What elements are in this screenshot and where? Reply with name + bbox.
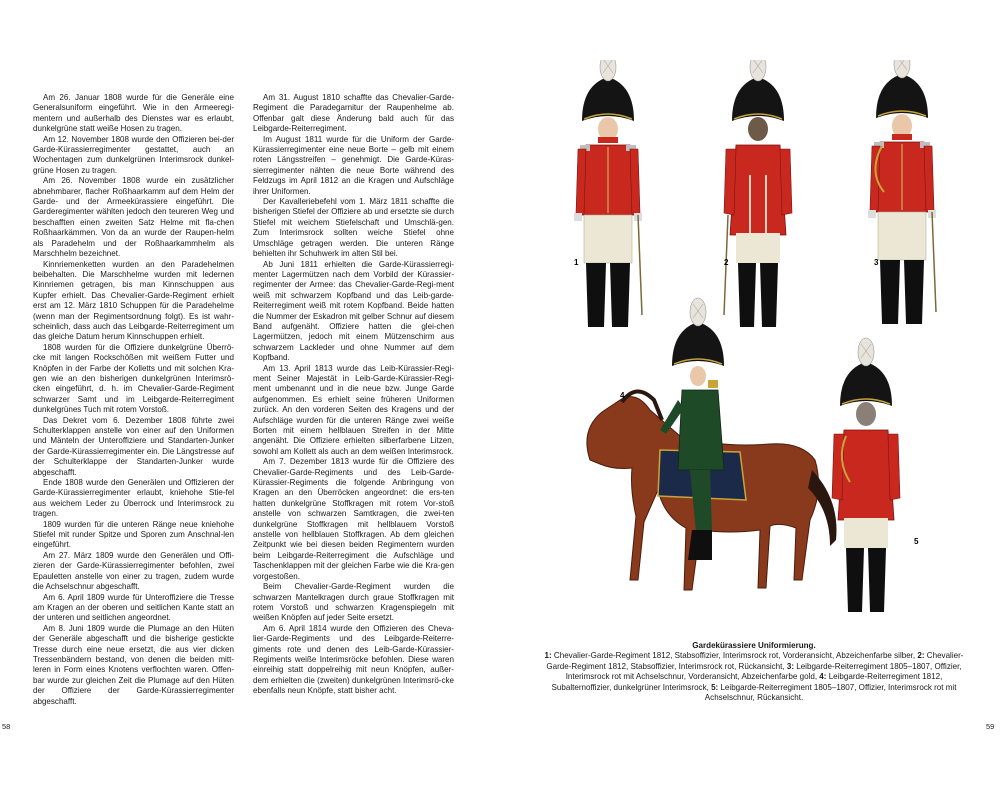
caption-entry-number: 1: (544, 651, 552, 661)
caption-entry-text: Chevalier-Garde-Regiment 1812, Stabsoffizier, Interimsrock rot, Rückansicht, (546, 651, 964, 671)
caption-entry-text: Leibgarde-Reiterregiment 1812, Subalternoffizier, dunkelgrüner Interimsrock, (551, 672, 943, 692)
paragraph: Am 26. Januar 1808 wurde für die Generäle eine Generalsuniform eingeführt. Wie in den Armeeregi-mentern und außerhalb des Dienstes war es erlaubt, dunkelgrüne statt weiße Hosen zu tragen. (33, 93, 234, 134)
paragraph: 1808 wurden für die Offiziere dunkelgrüne Überrö-cke mit langen Rockschößen mit weißem Futter und Knöpfen in der Farbe der Kolletts und mit solchen Kra-gen wie an den bisherigen dunkelgrünen Interimsrö-cken eingeführt, d. h. im Chevalier-Garde-Regiment schwarzer Samt und im Leibgarde-Reiterregiment dunkelgrünes Tuch mit rotem Vorstoß. (33, 342, 234, 415)
paragraph: Am 7. Dezember 1813 wurde für die Offiziere des Chevalier-Garde-Regiments und des Leib-Garde-Kürassier-Regiments die folgende Anbringung von Kragen an den Überröcken angeordnet: die ers-ten hatten dunkelgrüne Stoffkragen mit rotem Vor-stoß anstelle von schwarzen Samtkragen, die zwei-ten dunkelgrüne Stoffkragen mit hellblauem Vorstoß anstelle von hellblauen Stoffkragen. Ab dem gleichen Zeitpunkt wie bei diesen beiden Regimentern wurden beim Leibgarde-Reiterregiment die Aufschläge und Taschenklappen mit der gleichen Farbe wie die Kra-gen vorgestoßen. (253, 457, 454, 581)
right-text-column (253, 93, 454, 697)
cuirassier-officer-front-figure (574, 60, 642, 327)
paragraph: Am 27. März 1809 wurde den Generälen und Offi-zieren der Garde-Kürassierregimenter befohlen, zwei Epauletten anstelle von einer zu tragen, zudem wurde die Achselschnur abgeschafft. (33, 550, 234, 592)
caption-body (545, 651, 964, 702)
cuirassier-officer-rear-figure (832, 338, 900, 612)
figure-label-3: 3 (874, 258, 879, 267)
uniform-plate-illustration (540, 60, 960, 635)
paragraph: Ende 1808 wurde den Generälen und Offizieren der Garde-Kürassierregimenter erlaubt, kniehohe Stie-fel aus weichem Leder zu Überrock und Interimsrock zu tragen. (33, 478, 234, 519)
paragraph: Am 13. April 1813 wurde das Leib-Kürassier-Regi-ment Seiner Majestät in Leib-Garde-Kürassier-Regi-ment umbenannt und in die neue bzw. Junge Garde aufgenommen. Es erhielt seine früheren Uniformen zurück. An den vorderen Seiten des Kragens und der Aufschläge wurden für die unteren Ränge zwei weiße Borten mit einem hellblauen Streifen in der Mitte angenäht. Die Offiziere erhielten silberfarbene Litzen, sowohl am Kollett als auch an dem weißen Interimsrock. (253, 363, 454, 456)
paragraph: 1809 wurden für die unteren Ränge neue kniehohe Stiefel mit runder Spitze und Sporen zum Anschnal-len eingeführt. (33, 519, 234, 550)
plate-caption (540, 641, 968, 703)
caption-entry-text: Chevalier-Garde-Regiment 1812, Stabsoffizier, Interimsrock rot, Vorderansicht, Abzeichenfarbe silber, (551, 651, 918, 661)
paragraph: Am 31. August 1810 schaffte das Chevalier-Garde-Regiment die Paradegarnitur der Raupenhelme ab. Offenbar galt diese Änderung bald auch für das Leibgarde-Reiterregiment. (253, 93, 454, 134)
figure-label-2: 2 (724, 258, 729, 267)
paragraph: Am 8. Juni 1809 wurde die Plumage an den Hüten der Generäle abgeschafft und die bisherige gestickte Tresse durch eine neue ersetzt, die aus vier dicken Tressenbändern bestand, von denen die beiden mitt-leren in Form eines Knotens verflochten waren. Offen-bar wurde zur gleichen Zeit die Plumage auf den Hüten der Offiziere der Garde-Kürassierregimenter abgeschafft. (33, 623, 234, 706)
cuirassier-officer-back-figure (724, 60, 792, 327)
caption-entry-number: 3: (786, 661, 794, 671)
figure-label-5: 5 (914, 537, 919, 546)
paragraph: Am 26. November 1808 wurde ein zusätzlicher abnehmbarer, flacher Roßhaarkamm auf dem Helm der Garde- und der Armeekürassiere eingeführt. Die Garderegimenter wählten jedoch den teureren Weg und beschafften einen zweiten Satz Helme mit fla-chen Roßhaarkämmen. Von da an wurde der Raupen-helm als Paradehelm und der Roßhaarkammhelm als Marschhelm bezeichnet. (33, 176, 234, 259)
paragraph: Am 6. April 1814 wurde den Offizieren des Cheva-lier-Garde-Regiments und des Leibgarde-Reiterre-giments rote und denen des Leib-Garde-Kürassier-Regiments weiße Interimsröcke befohlen. Diese waren einreihig statt doppelreihig mit neun Knöpfen, außer-dem erhielten die (zweiten) dunkelgrünen Interimsrö-cke ebenfalls neun Knöpfe, statt bisher acht. (253, 623, 454, 696)
caption-entry-number: 2: (917, 651, 925, 661)
caption-entry-number: 5: (711, 682, 719, 692)
caption-entry-number: 4: (819, 672, 827, 682)
paragraph: Das Dekret vom 6. Dezember 1808 führte zwei Schulterklappen anstelle von einer auf den Uniformen und Mänteln der Unteroffiziere und Standarten-Junker der Garde-Kürassierregimenter ein. Die Längstresse auf der Schulterklappe der Standarten-Junker wurde abgeschafft. (33, 415, 234, 477)
left-text-column (33, 93, 234, 707)
paragraph: Am 6. April 1809 wurde für Unteroffiziere die Tresse am Kragen an der oberen und seitlichen Kante statt an der unteren und seitlichen angeordnet. (33, 592, 234, 623)
cuirassier-officer-aiguillette-figure (868, 60, 936, 324)
caption-entry-text: Leibgarde-Reiterregiment 1805–1807, Offizier, Interimsrock rot mit Achselschnur, Rückansicht. (704, 682, 957, 703)
mounted-subaltern-figure (587, 298, 837, 590)
figure-label-1: 1 (574, 258, 579, 267)
paragraph: Im August 1811 wurde für die Uniform der Garde-Kürassierregimenter eine neue Borte – gelb mit einem roten Längsstreifen – genehmigt. Die Garde-Küras-sierregimenter nähten die neue Borte während des Feldzugs im April 1812 an die Kragen und Aufschläge ihrer Uniformen. (253, 134, 454, 196)
caption-entry-text: Leibgarde-Reiterregiment 1805–1807, Offizier, Interimsrock rot mit Achselschnur, Vorderansicht, Abzeichenfarbe gold, (565, 661, 962, 682)
paragraph: Ab Juni 1811 erhielten die Garde-Kürassierregi-menter Lagermützen nach dem Vorbild der Kürassier-regimenter der Armee: das Chevalier-Garde-Regi-ment weiß mit schwarzem Kopfband und das Leib-garde-Reiterregiment weiß mit rotem Kopfband. Beide hatten die Nummer der Eskadron mit gelber Schnur auf diesem Band aufgenäht. Offiziere hatten die glei-chen Lagermützen, jedoch mit einem Mützenschirm aus schwarzem Lackleder und ohne Nummer auf dem Kopfband. (253, 259, 454, 363)
paragraph: Am 12. November 1808 wurde den Offizieren bei-der Garde-Kürassierregimenter gestattet, auch an Wochentagen zum dunkelgrünen Interimsrock dunkel-grüne Hosen zu tragen. (33, 134, 234, 175)
paragraph: Kinnriemenketten wurden an den Paradehelmen beibehalten. Die Marschhelme wurden mit ledernen Kinnriemen getragen, bis man Kinnschuppen aus Kupfer erhielt. Das Chevalier-Garde-Regiment erhielt erst am 12. März 1810 Schuppen für die Paradehelme (wenn man der Regimentsordnung folgt). Es ist wahr-scheinlich, dass auch das Leibgarde-Reiterregiment um das gleiche Datum herum Kinnschuppen erhielt. (33, 259, 234, 342)
paragraph: Beim Chevalier-Garde-Regiment wurden die schwarzen Mantelkragen durch graue Stoffkragen mit rotem Vorstoß und schwarzen Kragenspiegeln mit weißen Knöpfen auf jeder Seite ersetzt. (253, 582, 454, 623)
caption-title: Gardekürassiere Uniformierung. (692, 641, 816, 650)
figure-label-4: 4 (620, 391, 625, 400)
page-number-right: 59 (986, 722, 995, 731)
paragraph: Der Kavalleriebefehl vom 1. März 1811 schaffte die bisherigen Stiefel der Offiziere ab und ersetzte sie durch Stiefel mit weichem Stiefelschaft und Umschlä-gen. Zum Interimsrock sollten weiche Stiefel ohne Umschläge getragen werden. Die unteren Ränge behielten ihr Schuhwerk im alten Stil bei. (253, 197, 454, 259)
page-number-left: 58 (2, 722, 11, 731)
